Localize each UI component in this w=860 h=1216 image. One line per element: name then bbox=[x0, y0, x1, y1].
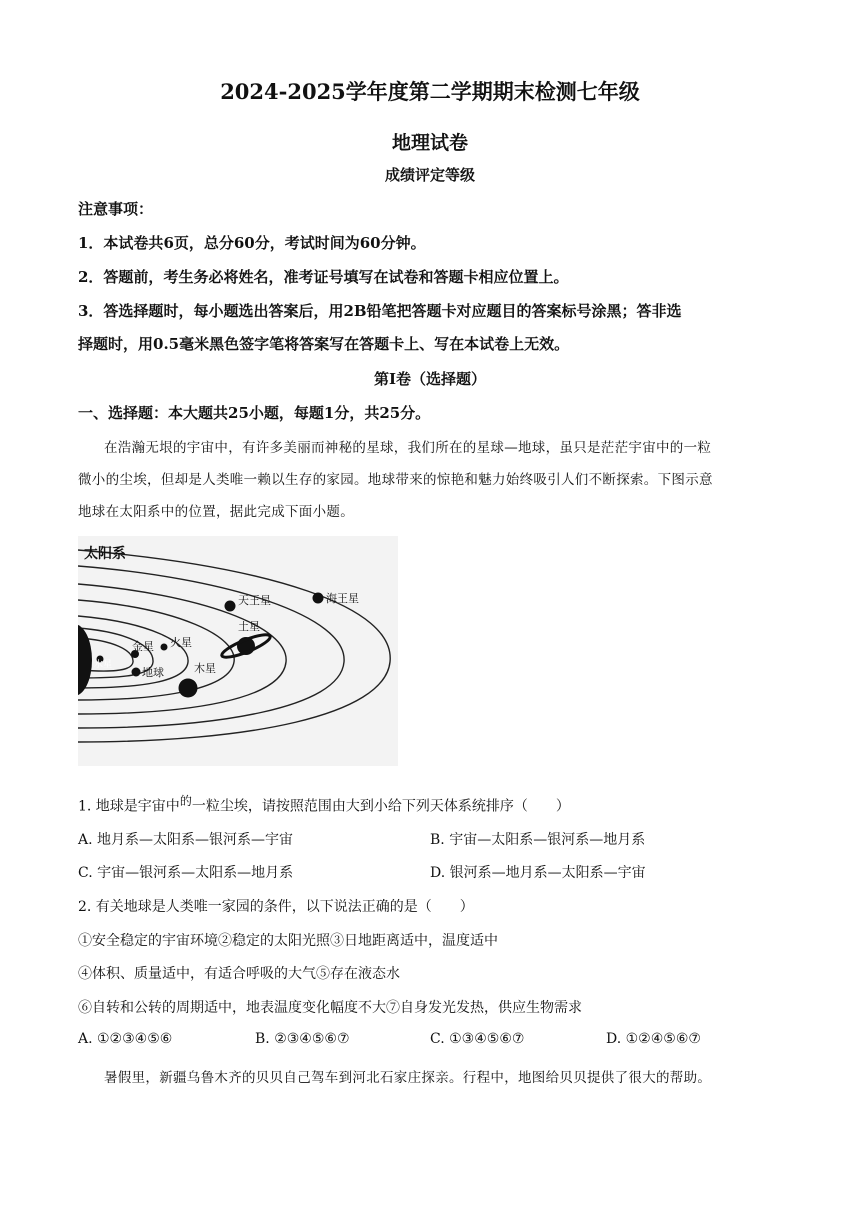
grade-line: 成绩评定等级 bbox=[384, 166, 475, 184]
q1-stem-part: 一粒尘埃，请按照范围由大到小给下列天体系统排序（ ） bbox=[191, 798, 570, 815]
q1-option-c[interactable]: C. 宇宙—银河系—太阳系—地月系 bbox=[78, 865, 294, 881]
uranus-dot bbox=[225, 601, 236, 612]
q2-statement-line: ④体积、质量适中，有适合呼吸的大气⑤存在液态水 bbox=[78, 966, 400, 982]
jupiter-dot bbox=[179, 679, 198, 698]
notice-heading: 注意事项： bbox=[78, 200, 154, 218]
passage-line: 在浩瀚无垠的宇宙中，有许多美丽而神秘的星球，我们所在的星球—地球，虽只是茫茫宇宙中的一粒 bbox=[104, 440, 712, 456]
neptune-dot bbox=[313, 593, 324, 604]
mars-label: 火星 bbox=[170, 636, 192, 649]
q2-option-c[interactable]: C. ①③④⑤⑥⑦ bbox=[430, 1031, 525, 1047]
q2-option-d[interactable]: D. ①②④⑤⑥⑦ bbox=[606, 1031, 701, 1047]
exam-title: 2024-2025学年度第二学期期末检测七年级 bbox=[220, 79, 640, 104]
notice-item: 2．答题前，考生务必将姓名，准考证号填写在试卷和答题卡相应位置上。 bbox=[78, 268, 569, 286]
uranus-label: 天王星 bbox=[238, 594, 271, 607]
mercury-label: 水星 bbox=[94, 660, 113, 670]
q2-statement-line: ⑥自转和公转的周期适中，地表温度变化幅度不大⑦自身发光发热，供应生物需求 bbox=[78, 1000, 582, 1016]
diagram-title: 太阳系 bbox=[84, 546, 126, 562]
passage-2: 暑假里，新疆乌鲁木齐的贝贝自己驾车到河北石家庄探亲。行程中，地图给贝贝提供了很大的帮助。 bbox=[104, 1070, 712, 1086]
solar-system-diagram bbox=[78, 536, 398, 766]
neptune-label: 海王星 bbox=[326, 592, 359, 605]
notice-item: 择题时，用0.5毫米黑色签字笔将答案写在答题卡上、写在本试卷上无效。 bbox=[78, 335, 570, 353]
passage-line: 微小的尘埃，但却是人类唯一赖以生存的家园。地球带来的惊艳和魅力始终吸引人们不断探索。下图示意 bbox=[78, 472, 713, 488]
q1-option-b[interactable]: B. 宇宙—太阳系—银河系—地月系 bbox=[430, 832, 646, 848]
mars-dot bbox=[161, 644, 168, 651]
q1-stem-sup: 的 bbox=[179, 794, 192, 808]
q1-stem-part: 1. 地球是宇宙中 bbox=[78, 798, 180, 815]
notice-item: 1．本试卷共6页，总分60分，考试时间为60分钟。 bbox=[78, 234, 426, 252]
section-heading: 一、选择题：本大题共25小题，每题1分，共25分。 bbox=[78, 404, 431, 422]
earth-label: 地球 bbox=[142, 666, 164, 679]
question-2-stem: 2. 有关地球是人类唯一家园的条件，以下说法正确的是（ ） bbox=[78, 899, 474, 915]
q2-option-a[interactable]: A. ①②③④⑤⑥ bbox=[78, 1031, 173, 1047]
question-1-stem bbox=[78, 792, 570, 816]
q2-statement-line: ①安全稳定的宇宙环境②稳定的太阳光照③日地距离适中，温度适中 bbox=[78, 933, 498, 949]
q2-option-b[interactable]: B. ②③④⑤⑥⑦ bbox=[255, 1031, 350, 1047]
notice-item: 3．答选择题时，每小题选出答案后，用2B铅笔把答题卡对应题目的答案标号涂黑；答非选 bbox=[78, 302, 682, 320]
q1-option-d[interactable]: D. 银河系—地月系—太阳系—宇宙 bbox=[430, 865, 646, 881]
saturn-label: 土星 bbox=[238, 620, 260, 633]
venus-label: 金星 bbox=[132, 640, 154, 653]
q1-option-a[interactable]: A. 地月系—太阳系—银河系—宇宙 bbox=[78, 832, 294, 848]
passage-line: 地球在太阳系中的位置，据此完成下面小题。 bbox=[78, 504, 354, 520]
earth-dot bbox=[132, 668, 141, 677]
subject-title: 地理试卷 bbox=[391, 132, 468, 154]
volume-heading: 第Ⅰ卷（选择题） bbox=[373, 370, 487, 388]
jupiter-label: 木星 bbox=[194, 662, 216, 675]
